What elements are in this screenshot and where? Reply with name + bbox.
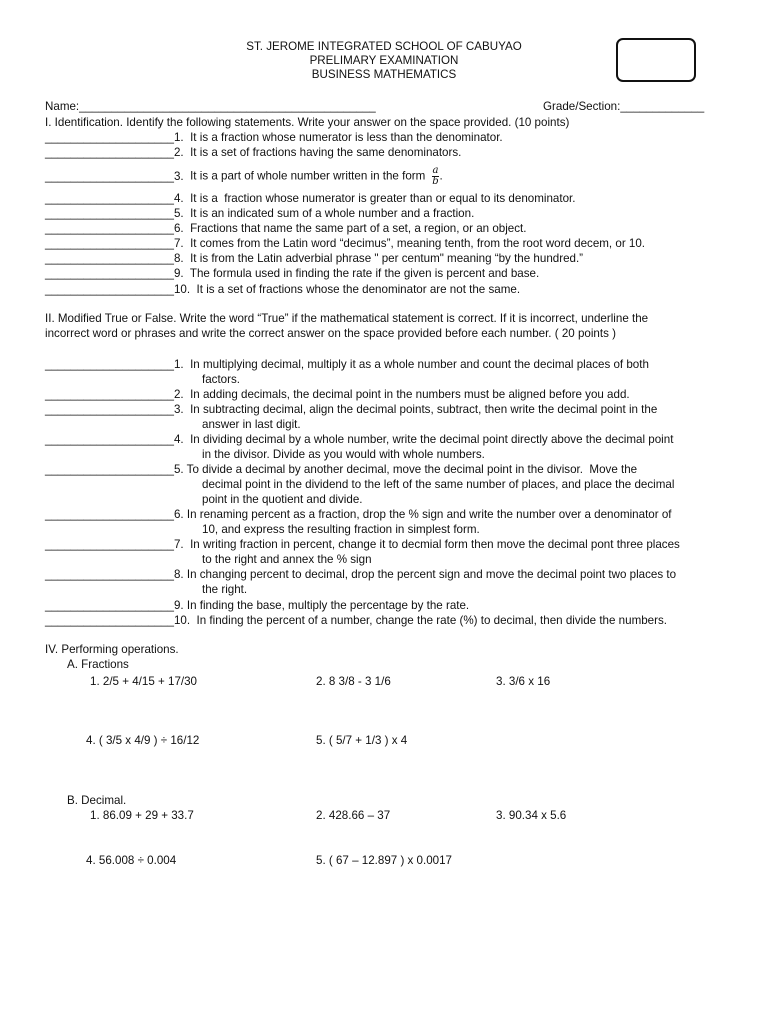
true-false-item — [45, 598, 469, 613]
item-statement: It is a set of fractions having the same denominators. — [183, 146, 462, 159]
item-statement: Fractions that name the same part of a set, a region, or an object. — [183, 222, 527, 235]
item-statement: It is from the Latin adverbial phrase " per centum" meaning “by the hundred.” — [183, 252, 584, 265]
answer-blank[interactable]: ____________________ — [45, 207, 174, 220]
item-number: 3. — [173, 169, 184, 183]
grade-line[interactable]: _____________ — [620, 100, 705, 113]
item-statement: In changing percent to decimal, drop the percent sign and move the decimal point two places to — [183, 568, 677, 581]
item-number: 5. — [173, 207, 184, 220]
item-statement-continued: 10, and express the resulting fraction in simplest form. — [202, 523, 480, 536]
decimal-problem-4: 4. 56.008 ÷ 0.004 — [86, 854, 177, 867]
answer-blank[interactable]: ____________________ — [45, 169, 174, 183]
fractions-title: A. Fractions — [67, 658, 129, 671]
answer-blank[interactable]: ____________________ — [45, 252, 174, 265]
decimal-title: B. Decimal. — [67, 794, 127, 807]
true-false-item — [45, 432, 673, 447]
true-false-item — [45, 567, 676, 582]
identification-item — [45, 236, 645, 251]
item-number: 10. — [173, 614, 191, 627]
section2-instructions-line1: II. Modified True or False. Write the word “True” if the mathematical statement is correct. If it is incorrect, underline the — [45, 312, 649, 325]
item-statement: It is a set of fractions whose the denominator are not the same. — [190, 283, 521, 296]
item-statement: It is an indicated sum of a whole number and a fraction. — [183, 207, 475, 220]
answer-blank[interactable]: ____________________ — [45, 146, 174, 159]
item-number: 7. — [173, 237, 184, 250]
school-name: ST. JEROME INTEGRATED SCHOOL OF CABUYAO — [246, 40, 522, 53]
exam-title: PRELIMARY EXAMINATION — [309, 54, 459, 67]
grade-section-field[interactable] — [543, 99, 704, 114]
fraction-problem-2: 2. 8 3/8 - 3 1/6 — [316, 675, 391, 688]
answer-blank[interactable]: ____________________ — [45, 568, 174, 581]
item-statement: It comes from the Latin word “decimus”, meaning tenth, from the root word decem, or 10. — [183, 237, 646, 250]
item-statement-continued: in the divisor. Divide as you would with whole numbers. — [202, 448, 485, 461]
decimal-problem-1: 1. 86.09 + 29 + 33.7 — [90, 809, 194, 822]
item-statement-continued: the right. — [202, 583, 248, 596]
identification-item — [45, 166, 443, 187]
item-number: 1. — [173, 131, 184, 144]
item-statement-continued: decimal point in the dividend to the left of the same number of places, and place the decimal — [202, 478, 675, 491]
subject-title: BUSINESS MATHEMATICS — [311, 68, 457, 81]
item-number: 1. — [173, 358, 184, 371]
item-statement: In subtracting decimal, align the decimal points, subtract, then write the decimal point in the — [183, 403, 658, 416]
decimal-problem-2: 2. 428.66 – 37 — [316, 809, 391, 822]
item-statement-continued: point in the quotient and divide. — [202, 493, 363, 506]
item-number: 3. — [173, 403, 184, 416]
item-statement: In finding the percent of a number, change the rate (%) to decimal, then divide the numbers. — [190, 614, 668, 627]
item-statement: It is a part of whole number written in the form — [183, 169, 429, 183]
name-label: Name: — [45, 100, 80, 113]
answer-blank[interactable]: ____________________ — [45, 283, 174, 296]
answer-blank[interactable]: ____________________ — [45, 267, 174, 280]
item-statement: It is a fraction whose numerator is less than the denominator. — [183, 131, 503, 144]
answer-blank[interactable]: ____________________ — [45, 388, 174, 401]
answer-blank[interactable]: ____________________ — [45, 614, 174, 627]
item-statement: In dividing decimal by a whole number, write the decimal point directly above the decimal point — [183, 433, 674, 446]
item-statement: The formula used in finding the rate if the given is percent and base. — [183, 267, 540, 280]
section4-title: IV. Performing operations. — [45, 643, 179, 656]
true-false-item — [45, 462, 637, 477]
answer-blank[interactable]: ____________________ — [45, 508, 174, 521]
item-statement-continued: answer in last digit. — [202, 418, 301, 431]
true-false-item — [45, 613, 667, 628]
item-number: 4. — [173, 433, 184, 446]
answer-blank[interactable]: ____________________ — [45, 538, 174, 551]
fraction-numerator: a — [432, 165, 439, 176]
identification-item — [45, 206, 474, 221]
item-statement: In finding the base, multiply the percentage by the rate. — [183, 599, 470, 612]
decimal-problem-3: 3. 90.34 x 5.6 — [496, 809, 567, 822]
fraction-problem-3: 3. 3/6 x 16 — [496, 675, 551, 688]
fraction-problem-4: 4. ( 3/5 x 4/9 ) ÷ 16/12 — [86, 734, 200, 747]
item-statement: In adding decimals, the decimal point in the numbers must be aligned before you add. — [183, 388, 630, 401]
fraction-problem-1: 1. 2/5 + 4/15 + 17/30 — [90, 675, 198, 688]
item-number: 5. — [173, 463, 184, 476]
item-number: 6. — [173, 508, 184, 521]
section2-instructions-line2: incorrect word or phrases and write the correct answer on the space provided before each number. ( 20 points ) — [45, 327, 616, 340]
item-statement: In renaming percent as a fraction, drop the % sign and write the number over a denominator of — [183, 508, 672, 521]
identification-item — [45, 221, 526, 236]
answer-blank[interactable]: ____________________ — [45, 403, 174, 416]
true-false-item — [45, 507, 672, 522]
item-number: 9. — [173, 267, 184, 280]
item-number: 2. — [173, 146, 184, 159]
item-statement-continued: factors. — [202, 373, 241, 386]
answer-blank[interactable]: ____________________ — [45, 463, 174, 476]
answer-blank[interactable]: ____________________ — [45, 131, 174, 144]
name-field[interactable] — [45, 99, 376, 114]
item-number: 7. — [173, 538, 184, 551]
item-statement: In multiplying decimal, multiply it as a whole number and count the decimal places of both — [183, 358, 649, 371]
identification-item — [45, 251, 583, 266]
answer-blank[interactable]: ____________________ — [45, 192, 174, 205]
item-number: 4. — [173, 192, 184, 205]
grade-label: Grade/Section: — [543, 100, 621, 113]
identification-item — [45, 266, 539, 281]
item-statement: In writing fraction in percent, change it to decmial form then move the decimal pont three places — [183, 538, 680, 551]
fraction-problem-5: 5. ( 5/7 + 1/3 ) x 4 — [316, 734, 408, 747]
answer-blank[interactable]: ____________________ — [45, 237, 174, 250]
true-false-item — [45, 402, 657, 417]
answer-blank[interactable]: ____________________ — [45, 599, 174, 612]
score-box[interactable] — [616, 38, 696, 82]
answer-blank[interactable]: ____________________ — [45, 433, 174, 446]
section1-instructions: I. Identification. Identify the following statements. Write your answer on the space provided. (10 points) — [45, 116, 570, 129]
item-number: 6. — [173, 222, 184, 235]
item-number: 8. — [173, 568, 184, 581]
decimal-problem-5: 5. ( 67 – 12.897 ) x 0.0017 — [316, 854, 453, 867]
name-line[interactable]: ______________________________________________ — [79, 100, 376, 113]
item-number: 10. — [173, 283, 191, 296]
true-false-item — [45, 387, 630, 402]
identification-item — [45, 282, 520, 297]
fraction-denominator: b — [432, 176, 439, 187]
item-statement-end: . — [439, 169, 443, 183]
item-statement: To divide a decimal by another decimal, move the decimal point in the divisor. Move the — [183, 463, 638, 476]
answer-blank[interactable]: ____________________ — [45, 358, 174, 371]
item-statement-continued: to the right and annex the % sign — [202, 553, 372, 566]
identification-item — [45, 130, 503, 145]
identification-item — [45, 145, 461, 160]
item-number: 8. — [173, 252, 184, 265]
identification-item — [45, 191, 575, 206]
true-false-item — [45, 357, 649, 372]
item-number: 2. — [173, 388, 184, 401]
item-statement: It is a fraction whose numerator is greater than or equal to its denominator. — [183, 192, 576, 205]
true-false-item — [45, 537, 680, 552]
answer-blank[interactable]: ____________________ — [45, 222, 174, 235]
item-number: 9. — [173, 599, 184, 612]
